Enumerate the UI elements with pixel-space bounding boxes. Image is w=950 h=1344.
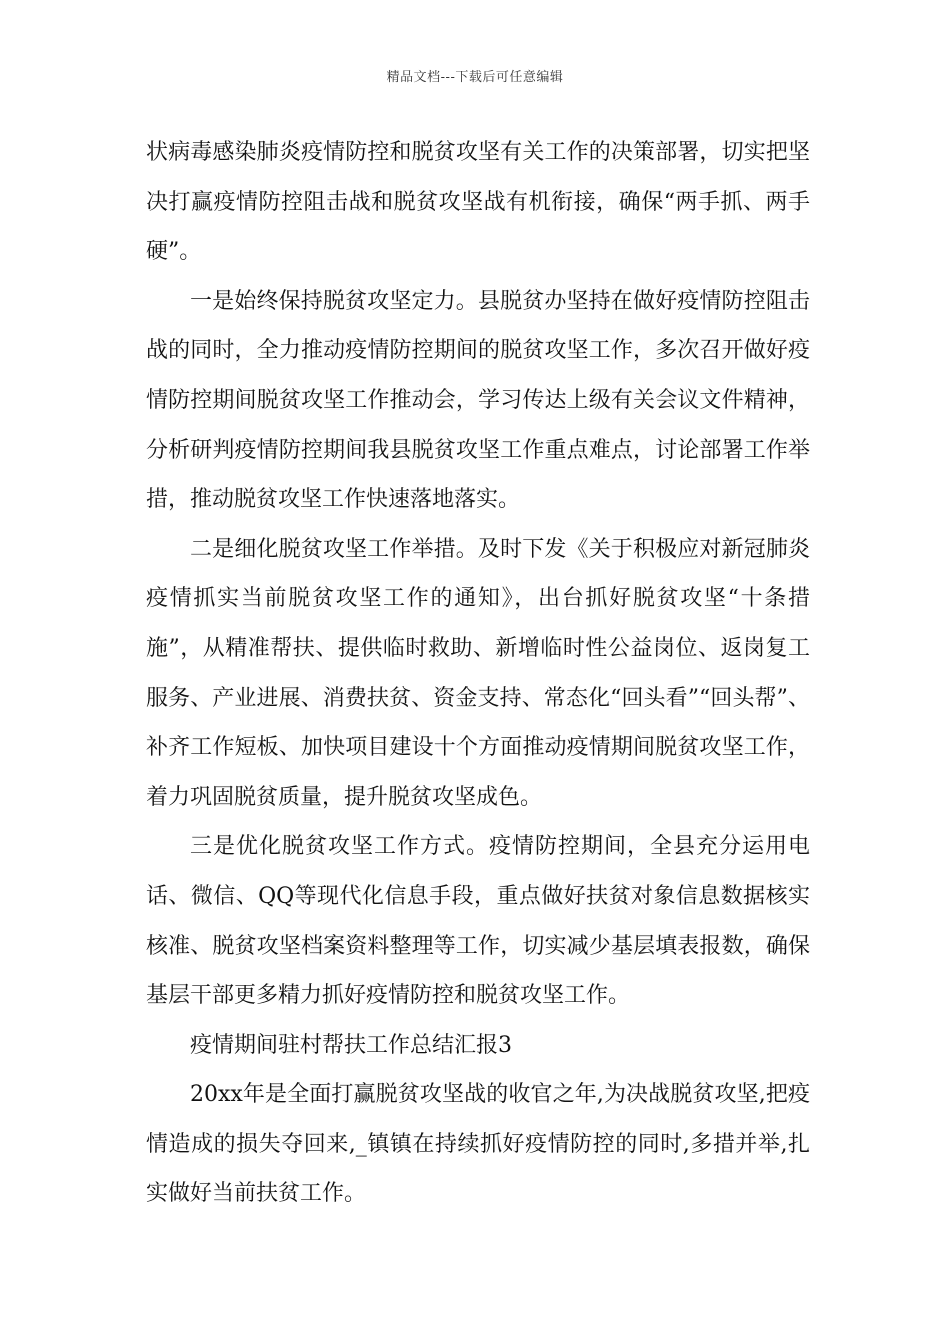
document-body (146, 128, 810, 1219)
paragraph-intro: 20xx年是全面打赢脱贫攻坚战的收官之年,为决战脱贫攻坚,把疫情造成的损失夺回来,_镇镇在持续抓好疫情防控的同时,多措并举,扎实做好当前扶贫工作。 (146, 1082, 810, 1207)
paragraph-point-one: 一是始终保持脱贫攻坚定力。县脱贫办坚持在做好疫情防控阻击战的同时，全力推动疫情防控期间的脱贫攻坚工作，多次召开做好疫情防控期间脱贫攻坚工作推动会，学习传达上级有关会议文件精神，分析研判疫情防控期间我县脱贫攻坚工作重点难点，讨论部署工作举措，推动脱贫攻坚工作快速落地落实。 (146, 288, 810, 513)
paragraph-continuation: 状病毒感染肺炎疫情防控和脱贫攻坚有关工作的决策部署，切实把坚决打赢疫情防控阻击战和脱贫攻坚战有机衔接，确保“两手抓、两手硬”。 (146, 140, 810, 265)
paragraph-point-two: 二是细化脱贫攻坚工作举措。及时下发《关于积极应对新冠肺炎疫情抓实当前脱贫攻坚工作的通知》，出台抓好脱贫攻坚“十条措施”，从精准帮扶、提供临时救助、新增临时性公益岗位、返岗复工服务、产业进展、消费扶贫、资金支持、常态化“回头看”“回头帮”、补齐工作短板、加快项目建设十个方面推动疫情期间脱贫攻坚工作，着力巩固脱贫质量，提升脱贫攻坚成色。 (146, 536, 810, 810)
section-heading: 疫情期间驻村帮扶工作总结汇报3 (190, 1032, 512, 1058)
page-header: 精品文档---下载后可任意编辑 (386, 70, 564, 85)
paragraph-point-three: 三是优化脱贫攻坚工作方式。疫情防控期间，全县充分运用电话、微信、QQ等现代化信息手段，重点做好扶贫对象信息数据核实核准、脱贫攻坚档案资料整理等工作，切实减少基层填表报数，确保基层干部更多精力抓好疫情防控和脱贫攻坚工作。 (146, 834, 810, 1009)
